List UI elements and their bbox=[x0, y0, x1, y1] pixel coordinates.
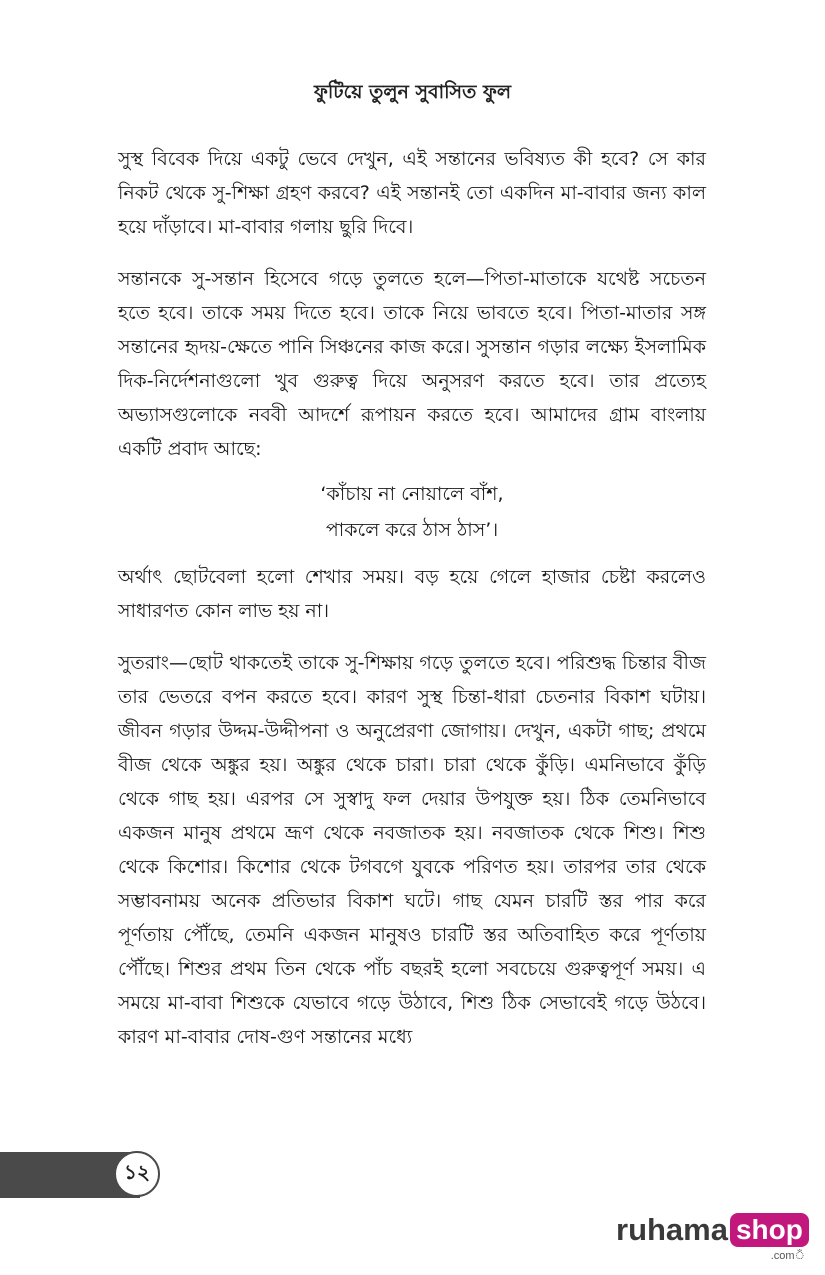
ruhamashop-logo bbox=[616, 1212, 809, 1262]
proverb-line-2: পাকলে করে ঠাস ঠাস’। bbox=[325, 519, 499, 541]
running-header-title: ফুটিয়ে তুলুন সুবাসিত ফুল bbox=[313, 81, 512, 103]
paragraph-4: সুতরাং—ছোট থাকতেই তাকে সু-শিক্ষায় গড়ে তুলতে হবে। পরিশুদ্ধ চিন্তার বীজ তার ভেতরে বপন করতে হবে। কারণ সুস্থ চিন্তা-ধারা চেতনার বিকাশ ঘটায়। জীবন গড়ার উদ্দম-উদ্দীপনা ও অনুপ্রেরণা জোগায়। দেখুন, একটা গাছ; প্রথমে বীজ থেকে অঙ্কুর হয়। অঙ্কুর থেকে চারা। চারা থেকে কুঁড়ি। এমনিভাবে কুঁড়ি থেকে গাছ হয়। এরপর সে সুস্বাদু ফল দেয়ার উপযুক্ত হয়। ঠিক তেমনিভাবে একজন মানুষ প্রথমে ভ্রূণ থেকে নবজাতক হয়। নবজাতক থেকে শিশু। শিশু থেকে কিশোর। কিশোর থেকে টগবগে যুবকে পরিণত হয়। তারপর তার থেকে সম্ভাবনাময় অনেক প্রতিভার বিকাশ ঘটে। গাছ যেমন চারটি স্তর পার করে পূর্ণতায় পৌঁছে, তেমনি একজন মানুষও চারটি স্তর অতিবাহিত করে পূর্ণতায় পৌঁছে। শিশুর প্রথম তিন থেকে পাঁচ বছরই হলো সবচেয়ে গুরুত্বপূর্ণ সময়। এ সময়ে মা-বাবা শিশুকে যেভাবে গড়ে উঠাবে, শিশু ঠিক সেভাবেই গড়ে উঠবে। কারণ মা-বাবার দোষ-গুণ সন্তানের মধ্যে bbox=[118, 652, 706, 1048]
page-number: ১২ bbox=[114, 1151, 160, 1197]
paragraph-3: অর্থাৎ ছোটবেলা হলো শেখার সময়। বড় হয়ে গেলে হাজার চেষ্টা করলেও সাধারণত কোন লাভ হয় না। bbox=[118, 566, 706, 622]
page-body bbox=[118, 142, 706, 1072]
paragraph-2: সন্তানকে সু-সন্তান হিসেবে গড়ে তুলতে হলে—পিতা-মাতাকে যথেষ্ট সচেতন হতে হবে। তাকে সময় দিতে হবে। তাকে নিয়ে ভাবতে হবে। পিতা-মাতার সঙ্গ সন্তানের হৃদয়-ক্ষেতে পানি সিঞ্চনের কাজ করে। সুসন্তান গড়ার লক্ষ্যে ইসলামিক দিক-নির্দেশনাগুলো খুব গুরুত্ব দিয়ে অনুসরণ করতে হবে। তার প্রত্যেহ অভ্যাসগুলোকে নববী আদর্শে রূপায়ন করতে হবে। আমাদের গ্রাম বাংলায় একটি প্রবাদ আছে: bbox=[118, 268, 706, 460]
paragraph-1: সুস্থ বিবেক দিয়ে একটু ভেবে দেখুন, এই সন্তানের ভবিষ্যত কী হবে? সে কার নিকট থেকে সু-শিক্ষা গ্রহণ করবে? এই সন্তানই তো একদিন মা-বাবার জন্য কাল হয়ে দাঁড়াবে। মা-বাবার গলায় ছুরি দিবে। bbox=[118, 148, 706, 238]
proverb-line-1: ‘কাঁচায় না নোয়ালে বাঁশ, bbox=[320, 483, 504, 505]
logo-wordmark: ruhama bbox=[616, 1212, 728, 1247]
logo-shop-badge: shop bbox=[730, 1213, 809, 1247]
proverb-verse bbox=[118, 476, 706, 548]
logo-domain: .comঁ bbox=[770, 1250, 805, 1262]
